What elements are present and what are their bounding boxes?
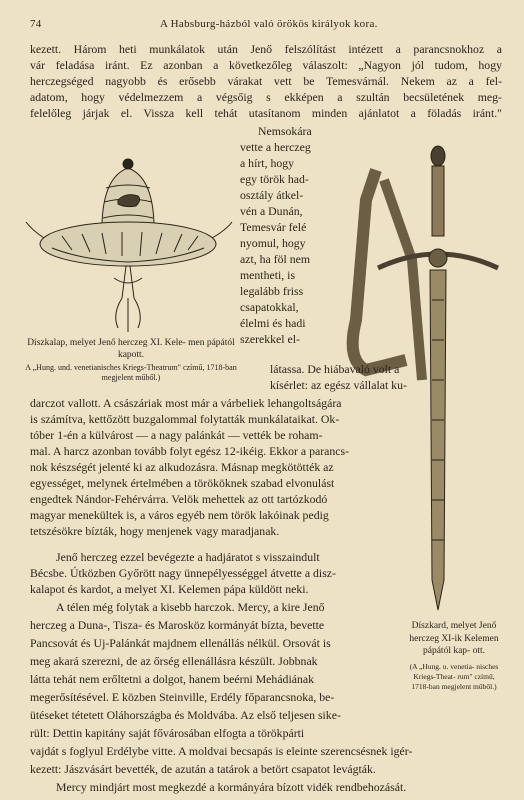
text-line: ütéseket tétetett Oláhországba és Moldvába. Az első teljesen sike-	[30, 708, 341, 722]
text-line: nyomul, hogy	[240, 236, 306, 250]
text-line: engedtek Nándor-Fehérvárra. Velök mehettek az ott tartózkodó	[30, 492, 328, 506]
text-line: meg akará szerezni, de az őrség ellenállásra készült. Jobbnak	[30, 654, 318, 668]
text-line: a hírt, hogy	[240, 156, 295, 170]
text-line: darczot vallott. A császáriak most már a várbeliek lehangoltságára	[30, 396, 342, 410]
page-header	[30, 18, 502, 34]
hat-caption-source: A „Hung. und. venetianisches Kriegs-Theatrum" czímű, 1718-ban megjelent műből.)	[25, 363, 237, 382]
text-line: Bécsbe. Útközben Győrött nagy ünnepélyességgel átvette a disz-	[30, 566, 336, 580]
text-line: Temesvár felé	[240, 220, 307, 234]
hat-caption	[22, 337, 240, 383]
text-line: egyességet, melynek értelmében a törököknek szabad elvonulást	[30, 476, 335, 490]
text-line: herczeg a Duna-, Tisza- és Marosköz kormányát bízta, bevette	[30, 618, 325, 632]
text-line: legalább friss	[240, 284, 304, 298]
text-line: egy török had-	[240, 172, 309, 186]
page-number: 74	[30, 18, 42, 30]
text-line: adatom, hogy védelmezzem a végsőig s ekképen a szultán becsületének meg-	[30, 90, 502, 104]
text-line: élelmi és hadi	[240, 316, 306, 330]
running-title: A Habsburg-házból való örökös királyok kora.	[160, 18, 378, 30]
text-line: kísérlet: az egész vállalat ku-	[270, 378, 407, 392]
text-line: nok készségét jelenté ki az alkudozásra. Másnap megkötötték az	[30, 460, 334, 474]
text-line: felelőleg járjak el. Vissza kell tehát utasítanom minden ajánlatot a föladás iránt."	[30, 106, 502, 120]
text-line: vén a Dunán,	[240, 204, 303, 218]
text-line: Mercy mindjárt most megkezdé a kormányára bízott vidék rendbehozását.	[56, 780, 407, 794]
text-line: mal. A harcz azonban tovább folyt egész 12-ikéig. Ekkor a parancs-	[30, 444, 350, 458]
text-line: látta tehát nem erőltetni a dolgot, hanem beérni Mehádiának	[30, 672, 315, 686]
text-line: vajdát s foglyul Erdélybe vitte. A moldvai becsapás is eleinte szerencsésnek igér-	[30, 744, 413, 758]
text-line: látassa. De hiábavaló volt a	[270, 362, 400, 376]
text-line: mentheti, is	[240, 268, 296, 282]
text-line: kezett. Három heti munkálatok után Jenő felszólítást intézett a parancsnokhoz a	[30, 42, 502, 56]
text-line: Jenő herczeg ezzel bevégezte a hadjáratot s visszaindult	[56, 550, 320, 564]
sword-caption	[404, 620, 504, 692]
text-line: azt, ha föl nem	[240, 252, 311, 266]
text-line: magyar menekültek is, a város egyéb nem török lakóinak pedig	[30, 508, 329, 522]
sword-caption-source: (A „Hung. u. venetia- nisches Kriegs-Theat- rum" czímű, 1718-ban megjelent műből.)	[409, 661, 499, 691]
text-line: vár feladása iránt. Ez azonban a következőleg válaszolt: „Nagyon jól tudom, hogy	[30, 58, 502, 72]
text-line: kalapot és kardot, a melyet XI. Kelemen pápa küldött neki.	[30, 582, 309, 596]
text-line: szerekkel el-	[240, 332, 300, 346]
text-line: osztály átkel-	[240, 188, 304, 202]
text-line: Nemsokára	[258, 124, 312, 138]
text-line: herczegséged nagyobb és erősebb várakat vett be Temesvárnál. Nekem az a fel-	[30, 74, 502, 88]
text-line: is számítva, kettőzött buzgalommal folytatták munkálataikat. Ok-	[30, 412, 340, 426]
text-line: tetszésökre bízták, hogy menjenek vagy maradjanak.	[30, 524, 280, 538]
text-line: vette a herczeg	[240, 140, 311, 154]
text-line: A télen még folytak a kisebb harczok. Mercy, a kire Jenő	[56, 600, 325, 614]
text-line: csapatokkal,	[240, 300, 299, 314]
text-line: tóber 1-én a külvárost — a nagy palánkát — vették be roham-	[30, 428, 323, 442]
text-line: megerősítésével. E közben Steinville, Erdély főparancsnoka, be-	[30, 690, 335, 704]
text-line: rült: Dettin kapitány saját fővárosában elfogta a törökpárti	[30, 726, 305, 740]
papal-hat-engraving	[22, 138, 234, 338]
text-line: kezett: Jászvásárt bevették, de azután a tatárok a betört csapatot levágták.	[30, 762, 376, 776]
hat-caption-title: Díszkalap, melyet Jenő herczeg XI. Kele- men pápától kapott.	[27, 338, 235, 360]
text-line: Pancsovát és Uj-Palánkát majdnem ellenállás nélkül. Orsovát is	[30, 636, 331, 650]
sword-caption-title: Díszkard, melyet Jenő herczeg XI-ik Kelemen pápától kap- ott.	[409, 621, 499, 656]
